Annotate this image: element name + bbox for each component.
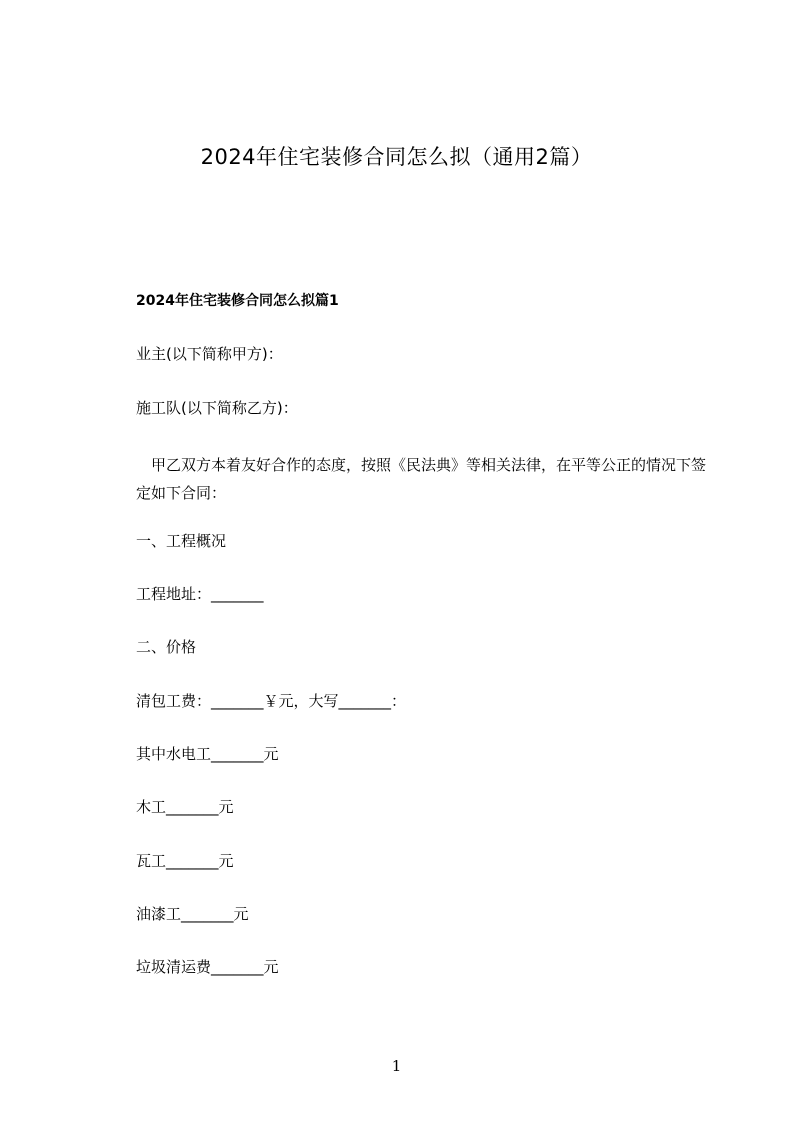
carpenter-fee-line: 木工_______元 bbox=[136, 798, 234, 816]
owner-line: 业主(以下简称甲方)： bbox=[136, 345, 283, 363]
document-title: 2024年住宅装修合同怎么拟（通用2篇） bbox=[200, 145, 593, 169]
garbage-fee-line: 垃圾清运费_______元 bbox=[136, 958, 279, 976]
section-one-heading: 一、工程概况 bbox=[136, 532, 227, 550]
section-two-heading: 二、价格 bbox=[136, 638, 197, 656]
painter-fee-line: 油漆工_______元 bbox=[136, 905, 249, 923]
address-line: 工程地址：_______ bbox=[136, 585, 264, 603]
page-number: 1 bbox=[391, 1057, 402, 1075]
section-heading: 2024年住宅装修合同怎么拟篇1 bbox=[136, 293, 339, 309]
labor-fee-line: 清包工费：_______￥元，大写_______： bbox=[136, 692, 407, 710]
electrician-fee-line: 其中水电工_______元 bbox=[136, 745, 279, 763]
tiler-fee-line: 瓦工_______元 bbox=[136, 852, 234, 870]
intro-paragraph: 甲乙双方本着友好合作的态度，按照《民法典》等相关法律，在平等公正的情况下签定如下合同： bbox=[136, 456, 707, 502]
contractor-line: 施工队(以下简称乙方)： bbox=[136, 399, 298, 417]
